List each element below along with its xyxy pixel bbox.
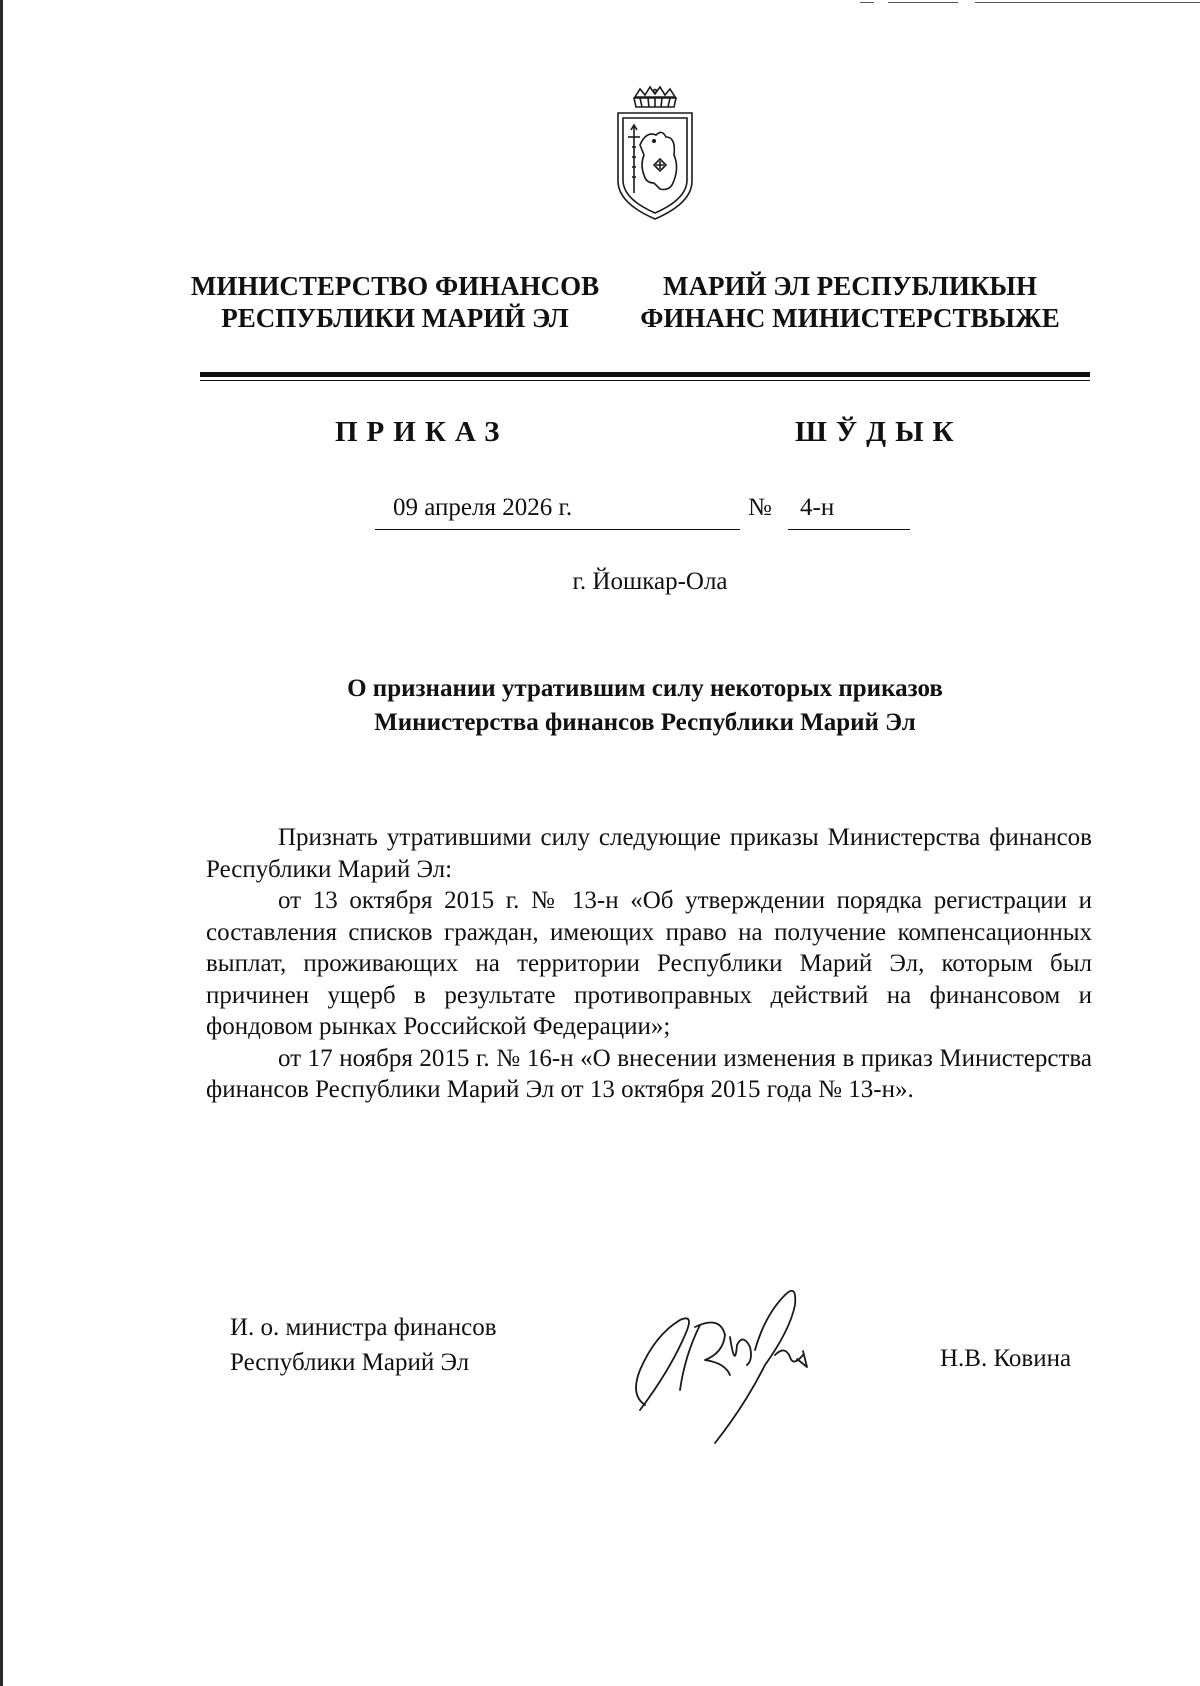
ministry-name-mari bbox=[630, 270, 1070, 334]
ministry-name-ru-line2: РЕСПУБЛИКИ МАРИЙ ЭЛ bbox=[221, 303, 569, 333]
ministry-name-russian bbox=[170, 270, 620, 334]
signatory-name: Н.В. Ковина bbox=[940, 1345, 1072, 1372]
order-date: 09 апреля 2026 г. bbox=[393, 494, 573, 521]
ministry-name-mari-line1: МАРИЙ ЭЛ РЕСПУБЛИКЫН bbox=[663, 271, 1037, 301]
handwritten-signature-icon bbox=[625, 1275, 865, 1450]
scan-artifact-dash bbox=[860, 2, 874, 3]
header-divider-thick bbox=[200, 372, 1090, 377]
body-paragraph: Признать утратившими силу следующие приказы Министерства финансов Республики Марий Эл: bbox=[206, 824, 1092, 883]
document-title bbox=[200, 672, 1090, 740]
signatory-position-line1: И. о. министра финансов bbox=[230, 1314, 497, 1341]
body-paragraph: от 17 ноября 2015 г. № 16-н «О внесении изменения в приказ Министерства финансов Республики Марий Эл от 13 октября 2015 года № 13-н». bbox=[206, 1044, 1092, 1103]
order-city: г. Йошкар-Ола bbox=[572, 568, 728, 595]
signatory-position bbox=[230, 1310, 497, 1380]
order-label-russian: ПРИКАЗ bbox=[335, 416, 509, 448]
number-sign: № bbox=[748, 494, 772, 521]
order-label-mari: ШЎДЫК bbox=[795, 416, 963, 448]
ministry-name-ru-line1: МИНИСТЕРСТВО ФИНАНСОВ bbox=[190, 271, 600, 301]
ministry-name-mari-line2: ФИНАНС МИНИСТЕРСТВЫЖЕ bbox=[640, 303, 1060, 333]
header-divider-thin bbox=[200, 380, 1090, 381]
signatory-position-line2: Республики Марий Эл bbox=[230, 1349, 470, 1376]
document-title-line1: О признании утратившим силу некоторых приказов bbox=[347, 675, 943, 702]
document-body bbox=[206, 822, 1092, 1106]
scan-artifact-dash bbox=[975, 2, 1200, 3]
body-paragraph: от 13 октября 2015 г. № 13-н «Об утверждении порядка регистрации и составления списков граждан, имеющих право на получение компенсационных выплат, проживающих на территории Республики Марий Эл, которым был причинен ущерб в результате противоправных действий на финансовом и фондовом рынках Российской Федерации»; bbox=[206, 887, 1092, 1040]
scan-artifact-dash bbox=[888, 2, 958, 3]
page-edge-rule bbox=[0, 0, 3, 1686]
marij-el-coat-of-arms-icon bbox=[610, 85, 700, 225]
document-title-line2: Министерства финансов Республики Марий Эл bbox=[374, 709, 916, 736]
order-number: 4-н bbox=[800, 494, 835, 521]
